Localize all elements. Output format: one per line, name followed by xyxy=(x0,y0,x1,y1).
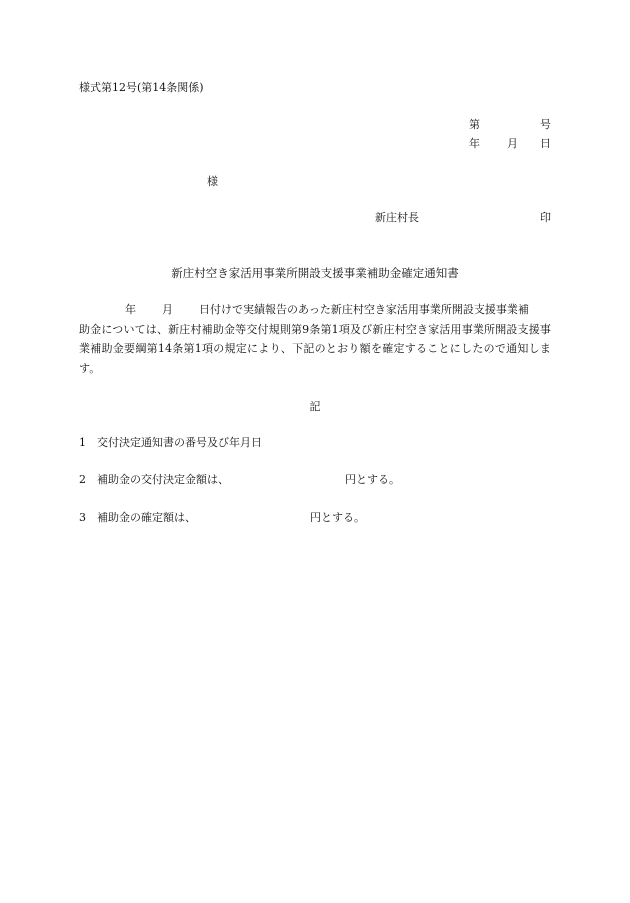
body-month: 月 xyxy=(162,303,173,316)
item-number: 1 xyxy=(79,436,86,449)
seal-mark: 印 xyxy=(540,211,551,224)
date-day: 日 xyxy=(540,137,551,150)
date-year: 年 xyxy=(469,137,480,150)
item-number: 3 xyxy=(79,511,86,524)
body-year: 年 xyxy=(125,303,136,316)
body-first-line xyxy=(79,300,551,320)
document-title: 新庄村空き家活用事業所開設支援事業補助金確定通知書 xyxy=(171,266,459,280)
body-rest-text: 助金については、新庄村補助金等交付規則第9条第1項及び新庄村空き家活用事業所開設支援事業補助金要綱第14条第1項の規定により、下記のとおり額を確定することにしたので通知します。 xyxy=(79,322,551,375)
number-prefix: 第 xyxy=(469,118,480,131)
sender-title: 新庄村長 xyxy=(375,211,419,224)
item-text: 補助金の確定額は、 xyxy=(97,511,196,524)
list-item xyxy=(79,436,262,450)
item-number: 2 xyxy=(79,473,86,486)
ki-heading: 記 xyxy=(309,400,321,413)
list-item xyxy=(79,511,365,525)
form-label: 様式第12号(第14条関係) xyxy=(79,81,204,94)
addressee-suffix: 様 xyxy=(207,175,218,188)
item-text-after: 円とする。 xyxy=(345,473,400,486)
item-text-after: 円とする。 xyxy=(310,511,365,524)
number-suffix: 号 xyxy=(540,118,551,131)
list-item xyxy=(79,473,400,487)
body-paragraph xyxy=(79,300,551,378)
item-text: 補助金の交付決定金額は、 xyxy=(97,473,229,486)
item-text: 交付決定通知書の番号及び年月日 xyxy=(97,436,262,449)
date-month: 月 xyxy=(507,137,518,150)
body-line1-text: 日付けで実績報告のあった新庄村空き家活用事業所開設支援事業補 xyxy=(199,303,529,316)
